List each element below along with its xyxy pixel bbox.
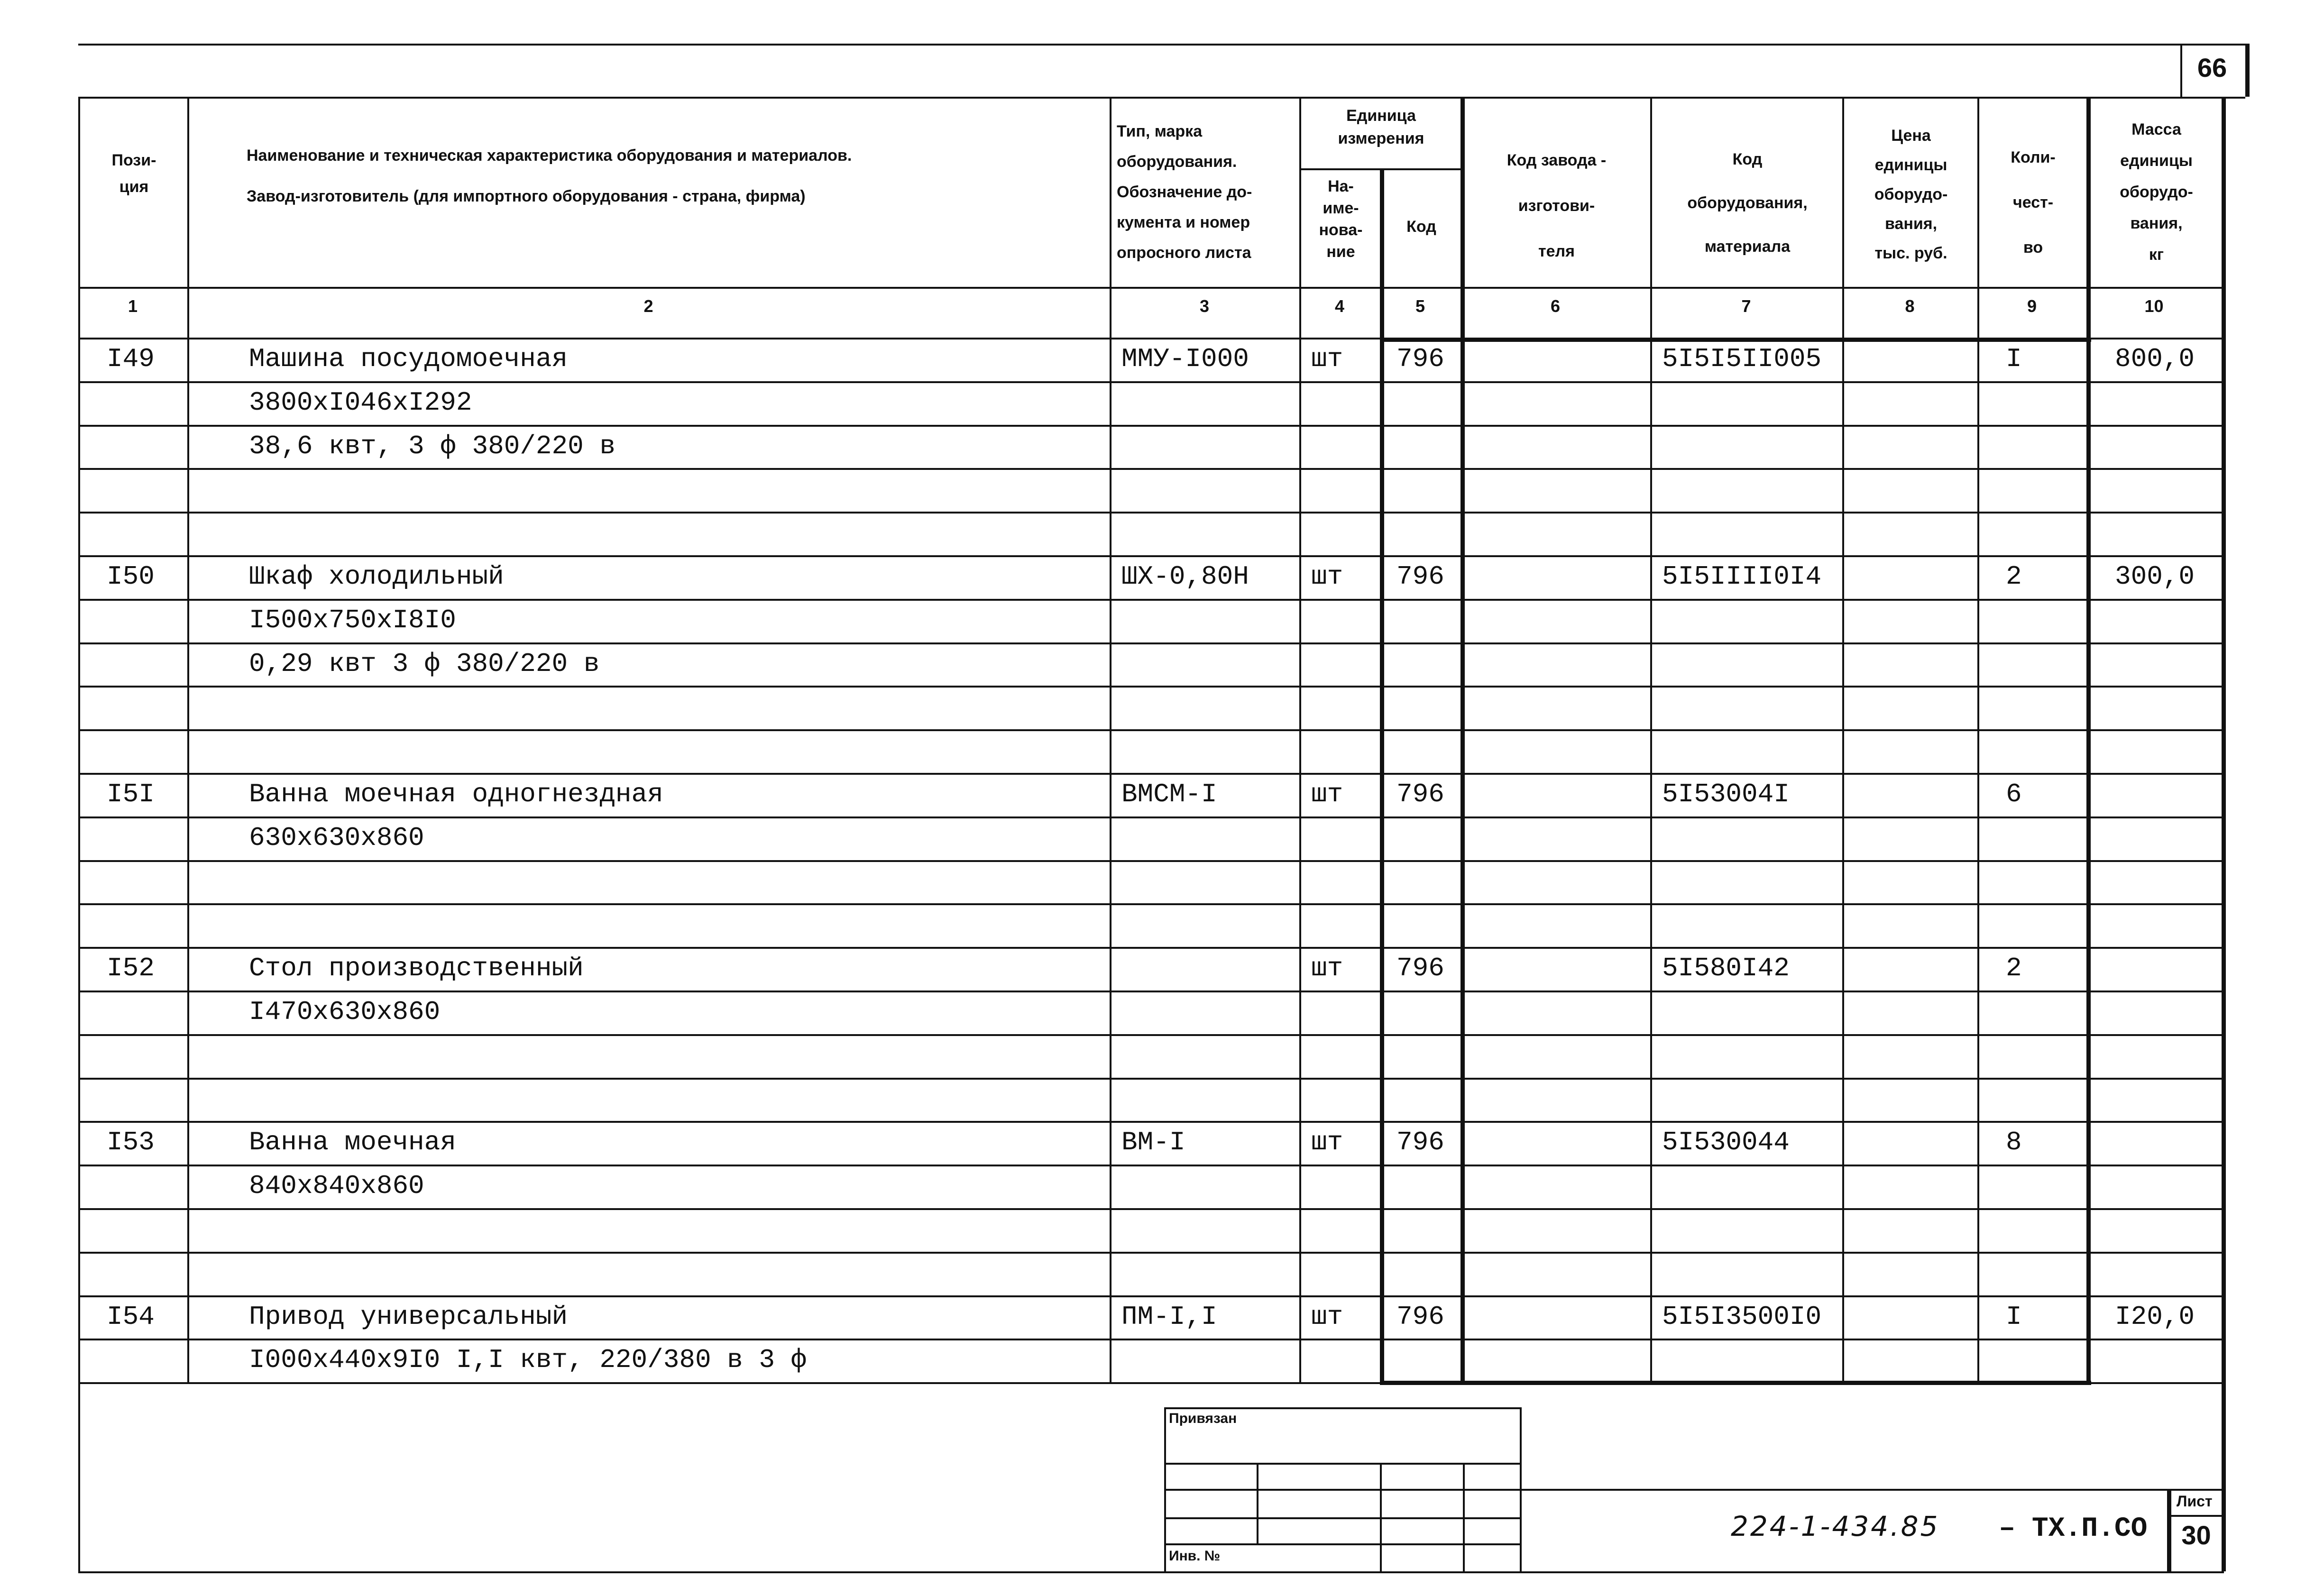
header-bottom-border <box>78 287 2222 289</box>
column-number: 2 <box>643 296 653 316</box>
page-box-right <box>2245 44 2250 97</box>
row-separator <box>78 1208 2222 1210</box>
cell-code: 5I580I42 <box>1662 953 1790 984</box>
stamp-col-2 <box>1380 1463 1382 1571</box>
row-separator <box>78 903 2222 905</box>
row-separator <box>78 468 2222 470</box>
col-sep-5 <box>1461 97 1465 1382</box>
cell-code: 5I530044 <box>1662 1127 1790 1158</box>
header-price: Цена единицы оборудо- вания, тыс. руб. <box>1874 127 1948 262</box>
cell-name: 3800хI046хI292 <box>249 387 472 418</box>
row-separator <box>78 991 2222 992</box>
cell-name: I000х440х9I0 I,I квт, 220/380 в 3 ф <box>249 1345 807 1376</box>
cell-unit: шт <box>1311 1127 1343 1158</box>
row-separator <box>78 686 2222 688</box>
row-separator <box>78 1252 2222 1254</box>
cell-pos: I50 <box>107 561 155 592</box>
row-separator <box>78 381 2222 383</box>
unit-subheader-line <box>1299 168 1461 170</box>
row-separator <box>78 773 2222 775</box>
header-mass: Масса единицы оборудо- вания, кг <box>2120 120 2193 264</box>
cell-pos: I49 <box>107 344 155 374</box>
body-top-thick <box>1380 338 2091 342</box>
cell-name: Ванна моечная одногнездная <box>249 779 663 809</box>
cell-qty: 8 <box>2006 1127 2022 1158</box>
sheet-label: Лист <box>2177 1493 2213 1510</box>
stamp-row-1 <box>1164 1463 1520 1465</box>
cell-qty: 6 <box>2006 779 2022 809</box>
stamp-attached-label: Привязан <box>1169 1411 1237 1426</box>
header-unit-name: На- име- нова- ние <box>1319 177 1363 261</box>
cell-name: Шкаф холодильный <box>249 561 504 592</box>
row-separator <box>78 642 2222 644</box>
stamp-row-4 <box>1164 1543 1520 1545</box>
cell-type: ММУ-I000 <box>1121 344 1249 374</box>
header-equipment-code: Код оборудования, материала <box>1687 150 1808 256</box>
header-factory-code: Код завода - изготови- теля <box>1506 151 1607 260</box>
row-separator <box>78 947 2222 949</box>
col-sep-6 <box>1650 97 1652 1382</box>
row-separator <box>78 729 2222 731</box>
cell-name: 630х630х860 <box>249 822 424 853</box>
title-top <box>1520 1489 2222 1491</box>
cell-name: I470х630х860 <box>249 997 441 1027</box>
stamp-inv-label: Инв. № <box>1169 1548 1221 1564</box>
table-right-border <box>2222 97 2226 1571</box>
cell-code: 5I5I3500I0 <box>1662 1301 1822 1332</box>
row-separator <box>78 555 2222 557</box>
top-frame-line <box>78 44 2245 46</box>
table-top-border <box>78 97 2245 99</box>
document-code-handwritten: 224-1-434.85 <box>1731 1510 1940 1542</box>
cell-qty: I <box>2006 1301 2022 1332</box>
stamp-row-2 <box>1164 1489 1520 1491</box>
col-sep-8 <box>1977 97 1979 1382</box>
frame-bottom <box>78 1571 2224 1573</box>
cell-name: 840х840х860 <box>249 1171 424 1202</box>
column-number: 3 <box>1199 296 1210 316</box>
column-number: 6 <box>1550 296 1561 316</box>
sheet-box-divider <box>2167 1515 2222 1517</box>
cell-unit: шт <box>1311 779 1343 809</box>
row-separator <box>78 1165 2222 1166</box>
cell-unit: шт <box>1311 561 1343 592</box>
cell-pos: I52 <box>107 953 155 984</box>
header-position: Пози- ция <box>111 151 156 196</box>
header-type: Тип, марка оборудования. Обозначение до- кумента и номер опросного листа <box>1117 122 1252 262</box>
document-code-suffix: – ТХ.П.СО <box>1999 1513 2148 1544</box>
stamp-row-3 <box>1164 1517 1520 1519</box>
cell-unit_code: 796 <box>1396 779 1444 809</box>
cell-code: 5I53004I <box>1662 779 1790 809</box>
column-number: 4 <box>1334 296 1345 316</box>
cell-code: 5I5I5II005 <box>1662 344 1822 374</box>
column-number: 1 <box>128 296 138 316</box>
cell-mass: I20,0 <box>2115 1301 2195 1332</box>
cell-type: ШХ-0,80Н <box>1121 561 1249 592</box>
cell-pos: I54 <box>107 1301 155 1332</box>
row-separator <box>78 1295 2222 1297</box>
cell-name: 38,6 квт, 3 ф 380/220 в <box>249 431 615 461</box>
cell-mass: 800,0 <box>2115 344 2195 374</box>
cell-unit_code: 796 <box>1396 1127 1444 1158</box>
cell-name: Привод универсальный <box>249 1301 568 1332</box>
column-number: 8 <box>1905 296 1915 316</box>
stamp-col-3 <box>1463 1463 1465 1571</box>
cell-unit: шт <box>1311 344 1343 374</box>
column-number: 5 <box>1415 296 1425 316</box>
cell-type: ВМ-I <box>1121 1127 1185 1158</box>
row-separator <box>78 512 2222 514</box>
cell-unit_code: 796 <box>1396 561 1444 592</box>
column-number: 7 <box>1741 296 1751 316</box>
cell-name: Стол производственный <box>249 953 584 984</box>
table-left-border <box>78 97 80 1571</box>
cell-code: 5I5IIII0I4 <box>1662 561 1822 592</box>
cell-name: I500х750хI8I0 <box>249 605 456 635</box>
cell-type: ПМ-I,I <box>1121 1301 1217 1332</box>
cell-unit_code: 796 <box>1396 344 1444 374</box>
stamp-col-1 <box>1257 1463 1258 1543</box>
row-separator <box>78 1034 2222 1036</box>
row-separator <box>78 1078 2222 1080</box>
column-number: 10 <box>2144 296 2164 316</box>
col-sep-9 <box>2086 97 2091 1382</box>
cell-pos: I5I <box>107 779 155 809</box>
header-unit: Единица измерения <box>1338 107 1424 147</box>
document-code <box>1731 1510 2147 1544</box>
cell-name: 0,29 квт 3 ф 380/220 в <box>249 648 600 679</box>
cell-qty: 2 <box>2006 953 2022 984</box>
cell-unit: шт <box>1311 953 1343 984</box>
col-sep-2 <box>1110 97 1111 1382</box>
cell-qty: 2 <box>2006 561 2022 592</box>
col-sep-7 <box>1842 97 1844 1382</box>
cell-pos: I53 <box>107 1127 155 1158</box>
stamp-top <box>1164 1407 1520 1409</box>
cell-qty: I <box>2006 344 2022 374</box>
header-quantity: Коли- чест- во <box>2011 148 2056 257</box>
body-bottom-thick <box>1380 1381 2091 1385</box>
cell-type: ВМСМ-I <box>1121 779 1217 809</box>
col-sep-1 <box>187 97 189 1382</box>
row-separator <box>78 599 2222 601</box>
col-sep-3 <box>1299 97 1301 1382</box>
column-number: 9 <box>2027 296 2037 316</box>
row-separator <box>78 1121 2222 1123</box>
col-sep-4 <box>1380 168 1384 1382</box>
row-separator <box>78 425 2222 427</box>
cell-unit_code: 796 <box>1396 953 1444 984</box>
sheet-number: 30 <box>2181 1520 2211 1550</box>
cell-mass: 300,0 <box>2115 561 2195 592</box>
cell-name: Ванна моечная <box>249 1127 456 1158</box>
header-unit-code: Код <box>1406 218 1436 236</box>
row-separator <box>78 860 2222 862</box>
cell-name: Машина посудомоечная <box>249 344 568 374</box>
page-number: 66 <box>2197 53 2227 83</box>
cell-unit: шт <box>1311 1301 1343 1332</box>
row-separator <box>78 1339 2222 1340</box>
cell-unit_code: 796 <box>1396 1301 1444 1332</box>
row-separator <box>78 816 2222 818</box>
header-name: Наименование и техническая характеристика оборудования и материалов. Завод-изготовитель (для импортного оборудования - страна, фирма) <box>247 147 852 205</box>
